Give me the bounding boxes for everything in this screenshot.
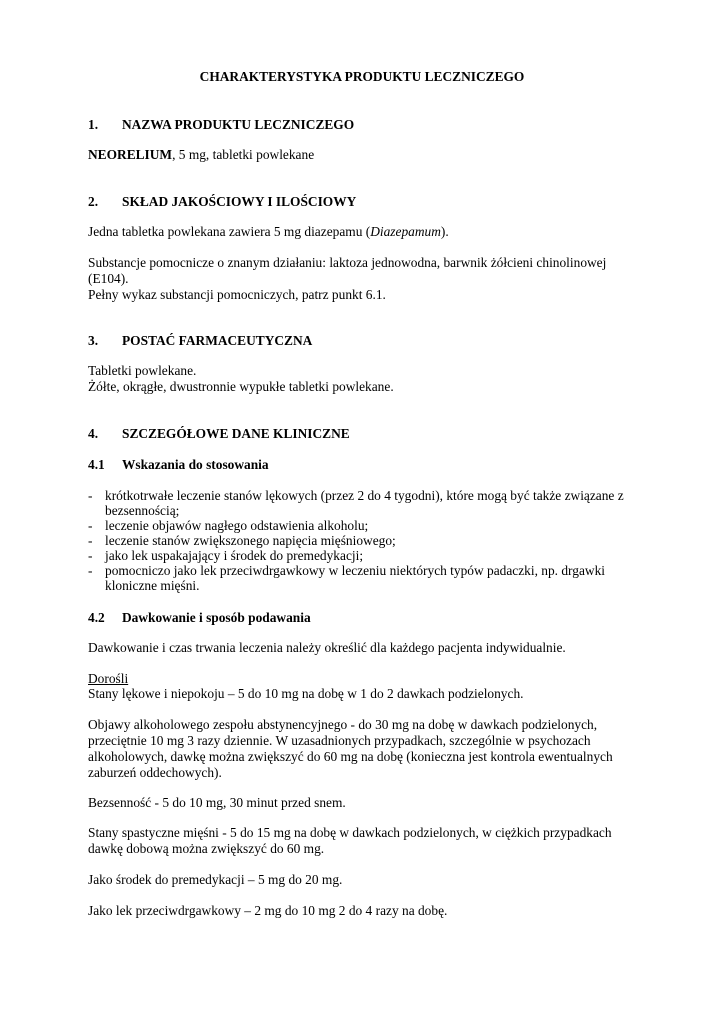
- anticonvulsant-dosage: Jako lek przeciwdrgawkowy – 2 mg do 10 mg 2 do 4 razy na dobę.: [88, 903, 448, 918]
- section-3-title: POSTAĆ FARMACEUTYCZNA: [122, 333, 313, 348]
- excipients-line-2: (E104).: [88, 271, 129, 286]
- anxiety-dosage: Stany lękowe i niepokoju – 5 do 10 mg na dobę w 1 do 2 dawkach podzielonych.: [88, 686, 524, 701]
- alcohol-dosage-line-3: alkoholowych, dawkę można zwiększyć do 60 mg na dobę (konieczna jest kontrola ewentualnych: [88, 749, 613, 764]
- section-4-1-title: Wskazania do stosowania: [122, 457, 269, 472]
- indication-5-line-2: kloniczne mięśni.: [105, 578, 200, 593]
- substance-latin-name: Diazepamum: [370, 224, 441, 239]
- list-bullet: -: [88, 563, 93, 578]
- section-1-title: NAZWA PRODUKTU LECZNICZEGO: [122, 117, 355, 132]
- product-form: , 5 mg, tabletki powlekane: [172, 147, 315, 162]
- section-3-number: 3.: [88, 333, 99, 348]
- form-line-1: Tabletki powlekane.: [88, 363, 197, 378]
- section-2-title: SKŁAD JAKOŚCIOWY I ILOŚCIOWY: [122, 194, 357, 209]
- section-4-2-number: 4.2: [88, 610, 105, 625]
- insomnia-dosage: Bezsenność - 5 do 10 mg, 30 minut przed snem.: [88, 795, 346, 810]
- list-bullet: -: [88, 518, 93, 533]
- section-4-number: 4.: [88, 426, 99, 441]
- indication-3: leczenie stanów zwiększonego napięcia mięśniowego;: [105, 533, 396, 548]
- list-bullet: -: [88, 488, 93, 503]
- document-title: CHARAKTERYSTYKA PRODUKTU LECZNICZEGO: [199, 69, 525, 84]
- indication-2: leczenie objawów nagłego odstawienia alkoholu;: [105, 518, 369, 533]
- dosage-intro: Dawkowanie i czas trwania leczenia należy określić dla każdego pacjenta indywidualnie.: [88, 640, 566, 655]
- list-bullet: -: [88, 548, 93, 563]
- alcohol-dosage-line-1: Objawy alkoholowego zespołu abstynencyjnego - do 30 mg na dobę w dawkach podzielonych,: [88, 717, 598, 732]
- premedication-dosage: Jako środek do premedykacji – 5 mg do 20 mg.: [88, 872, 343, 887]
- spasticity-dosage-line-2: dawkę dobową można zwiększyć do 60 mg.: [88, 841, 325, 856]
- section-4-title: SZCZEGÓŁOWE DANE KLINICZNE: [122, 426, 350, 441]
- section-1-number: 1.: [88, 117, 99, 132]
- section-2-number: 2.: [88, 194, 99, 209]
- indication-5-line-1: pomocniczo jako lek przeciwdrgawkowy w leczeniu niektórych typów padaczki, np. drgawki: [105, 563, 606, 578]
- composition-line: [88, 224, 449, 240]
- alcohol-dosage-line-4: zaburzeń oddechowych).: [88, 765, 222, 780]
- indication-1-line-2: bezsennością;: [105, 503, 180, 518]
- composition-text: Jedna tabletka powlekana zawiera 5 mg diazepamu (: [88, 224, 371, 239]
- product-name-line: [88, 147, 314, 163]
- excipients-line-1: Substancje pomocnicze o znanym działaniu: laktoza jednowodna, barwnik żółcieni chinolinowej: [88, 255, 607, 270]
- indication-1-line-1: krótkotrwałe leczenie stanów lękowych (przez 2 do 4 tygodni), które mogą być także związane z: [105, 488, 624, 503]
- composition-text-end: ).: [440, 224, 449, 239]
- form-line-2: Żółte, okrągłe, dwustronnie wypukłe tabletki powlekane.: [88, 379, 394, 394]
- section-4-2-title: Dawkowanie i sposób podawania: [122, 610, 311, 625]
- section-4-1-number: 4.1: [88, 457, 105, 472]
- indication-4: jako lek uspakajający i środek do premedykacji;: [105, 548, 364, 563]
- excipients-line-3: Pełny wykaz substancji pomocniczych, patrz punkt 6.1.: [88, 287, 386, 302]
- alcohol-dosage-line-2: przeciętnie 10 mg 3 razy dziennie. W uzasadnionych przypadkach, szczególnie w psychozach: [88, 733, 591, 748]
- adults-heading: Dorośli: [88, 671, 129, 686]
- list-bullet: -: [88, 533, 93, 548]
- spasticity-dosage-line-1: Stany spastyczne mięśni - 5 do 15 mg na dobę w dawkach podzielonych, w ciężkich przypadkach: [88, 825, 612, 840]
- product-name: NEORELIUM: [88, 147, 173, 162]
